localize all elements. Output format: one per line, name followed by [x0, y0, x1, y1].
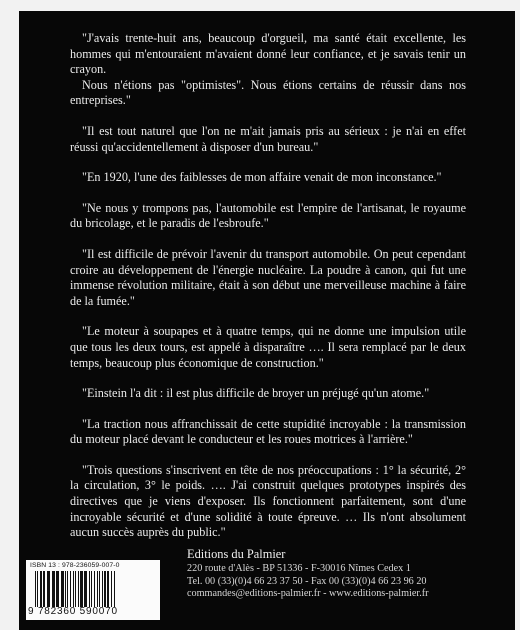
- publisher-name: Editions du Palmier: [187, 547, 286, 561]
- quote-paragraph: "Trois questions s'inscrivent en tête de nos préoccupations : 1° la sécurité, 2° la circulation, 3° le poids. …. J'ai construit quelques prototypes inspirés des directives que je viens d'exposer. Ils fonctionnent parfaitement, sont d'une incroyable sécurité et d'une solidité à toute épreuve. … Ils n'ont absolument aucun succès auprès du public.": [70, 462, 466, 540]
- quote-paragraph: "Le moteur à soupapes et à quatre temps, qui ne donne une impulsion utile que tous les deux tours, est appelé à disparaître …. Il sera remplacé par le deux temps, beaucoup plus économique de construction.": [70, 324, 466, 370]
- quote-paragraph: "Il est difficile de prévoir l'avenir du transport automobile. On peut cependant croire au développement de l'énergie nucléaire. La poudre à canon, qui fut une immense révolution militaire, était à son début une merveilleuse machine à faire de la fumée.": [70, 246, 466, 308]
- quote-block: [70, 463, 466, 541]
- quote-paragraph: Nous n'étions pas "optimistes". Nous étions certains de réussir dans nos entreprises.": [70, 77, 466, 108]
- quote-paragraph: "Ne nous y trompons pas, l'automobile est l'empire de l'artisanat, le royaume du bricolage, et le paradis de l'esbroufe.": [70, 200, 466, 231]
- quotes-block: [70, 31, 466, 556]
- publisher-info: [187, 547, 497, 601]
- quote-block: [70, 247, 466, 309]
- publisher-phone-fax: Tel. 00 (33)(0)4 66 23 37 50 - Fax 00 (33)(0)4 66 23 96 20: [187, 575, 427, 587]
- quote-block: [70, 417, 466, 448]
- quote-paragraph: "Il est tout naturel que l'on ne m'ait jamais pris au sérieux : je n'ai en effet réussi qu'accidentellement à disposer d'un bureau.": [70, 123, 466, 154]
- book-back-cover: [19, 11, 515, 630]
- barcode-digits: 9 782360 590070: [28, 606, 118, 617]
- quote-block: [70, 324, 466, 371]
- quote-block: [70, 201, 466, 232]
- publisher-contact: commandes@editions-palmier.fr - www.editions-palmier.fr: [187, 588, 429, 600]
- quote-block: [70, 124, 466, 155]
- barcode-label: [26, 560, 160, 620]
- quote-block: [70, 31, 466, 109]
- quote-paragraph: "La traction nous affranchissait de cette stupidité incroyable : la transmission du moteur placé devant le conducteur et les roues motrices à l'arrière.": [70, 416, 466, 447]
- quote-block: [70, 170, 466, 186]
- publisher-address: 220 route d'Alès - BP 51336 - F-30016 Nîmes Cedex 1: [187, 563, 411, 574]
- quote-paragraph: "Einstein l'a dit : il est plus difficile de broyer un préjugé qu'un atome.": [82, 386, 430, 401]
- isbn-text: ISBN 13 : 978-236059-007-0: [30, 562, 120, 569]
- quote-block: [70, 386, 466, 402]
- quote-paragraph: "J'avais trente-huit ans, beaucoup d'orgueil, ma santé était excellente, les hommes qui m'entouraient m'avaient donné leur confiance, et je savais tenir un crayon.: [70, 31, 466, 77]
- quote-paragraph: "En 1920, l'une des faiblesses de mon affaire venait de mon inconstance.": [82, 170, 442, 185]
- barcode-bars: [34, 571, 152, 607]
